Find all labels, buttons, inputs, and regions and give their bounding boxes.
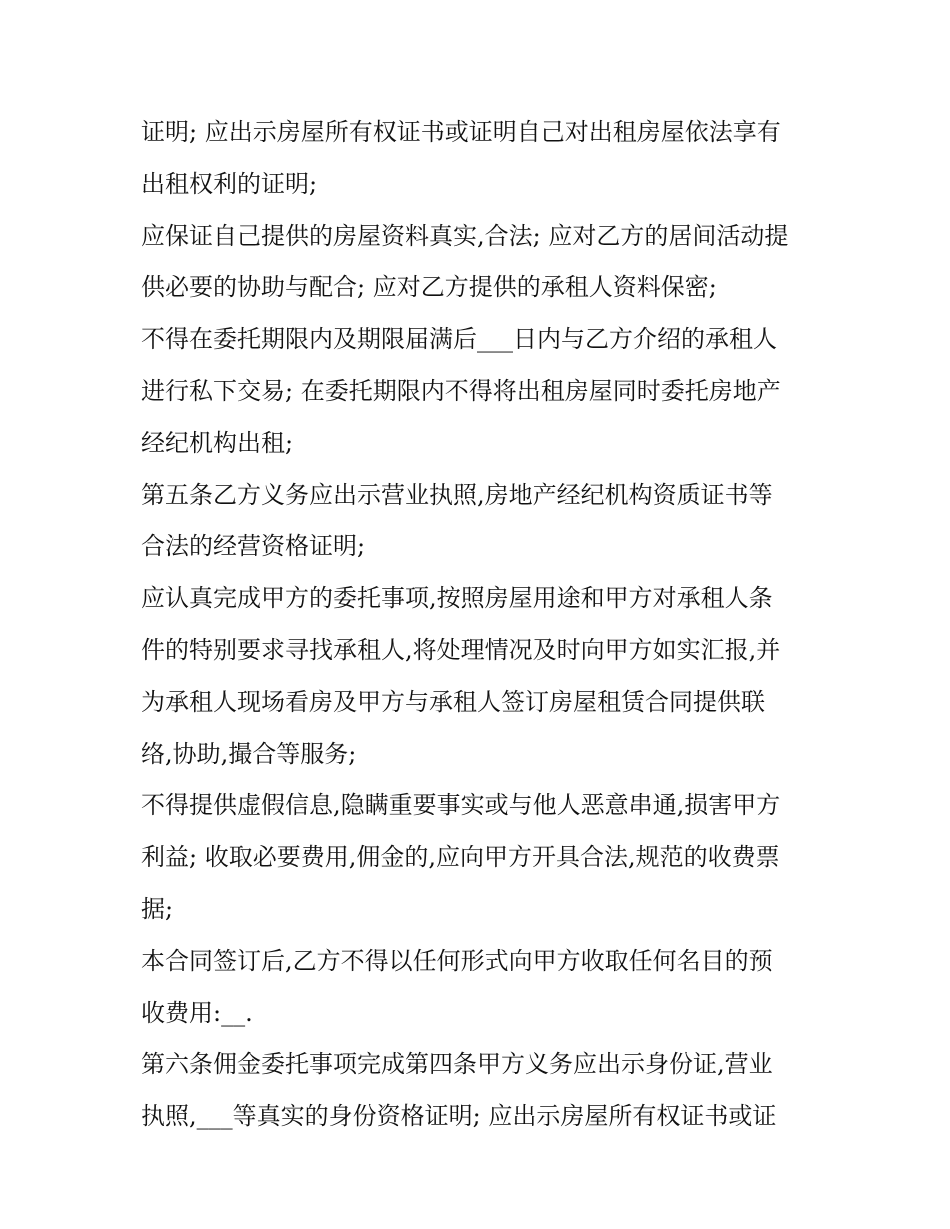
text-line: 利益; 收取必要费用,佣金的,应向甲方开具合法,规范的收费票 (141, 843, 780, 872)
text-line: 出租权利的证明; (141, 169, 318, 198)
text-line: 供必要的协助与配合; 应对乙方提供的承租人资料保密; (141, 273, 717, 302)
text-line: 件的特别要求寻找承租人,将处理情况及时向甲方如实汇报,并 (141, 635, 781, 664)
text-line: 收费用:__. (141, 998, 253, 1027)
text-line: 据; (141, 894, 174, 923)
document-body (141, 107, 821, 1143)
text-line: 进行私下交易; 在委托期限内不得将出租房屋同时委托房地产 (141, 376, 781, 405)
text-line: 应保证自己提供的房屋资料真实,合法; 应对乙方的居间活动提 (141, 221, 789, 250)
text-line: 络,协助,撮合等服务; (141, 739, 357, 768)
text-line: 不得提供虚假信息,隐瞒重要事实或与他人恶意串通,损害甲方 (141, 791, 781, 820)
text-line: 为承租人现场看房及甲方与承租人签订房屋租赁合同提供联 (141, 687, 765, 716)
text-line: 执照,___等真实的身份资格证明; 应出示房屋所有权证书或证 (141, 1102, 777, 1131)
text-line: 不得在委托期限内及期限届满后___日内与乙方介绍的承租人 (141, 325, 777, 354)
text-line: 经纪机构出租; (141, 428, 294, 457)
text-line: 证明; 应出示房屋所有权证书或证明自己对出租房屋依法享有 (141, 118, 781, 146)
text-line: 第六条佣金委托事项完成第四条甲方义务应出示身份证,营业 (141, 1050, 773, 1079)
text-line: 本合同签订后,乙方不得以任何形式向甲方收取任何名目的预 (141, 946, 773, 975)
text-line: 应认真完成甲方的委托事项,按照房屋用途和甲方对承租人条 (141, 584, 773, 613)
text-line: 合法的经营资格证明; (141, 532, 366, 561)
text-line: 第五条乙方义务应出示营业执照,房地产经纪机构资质证书等 (141, 480, 773, 509)
